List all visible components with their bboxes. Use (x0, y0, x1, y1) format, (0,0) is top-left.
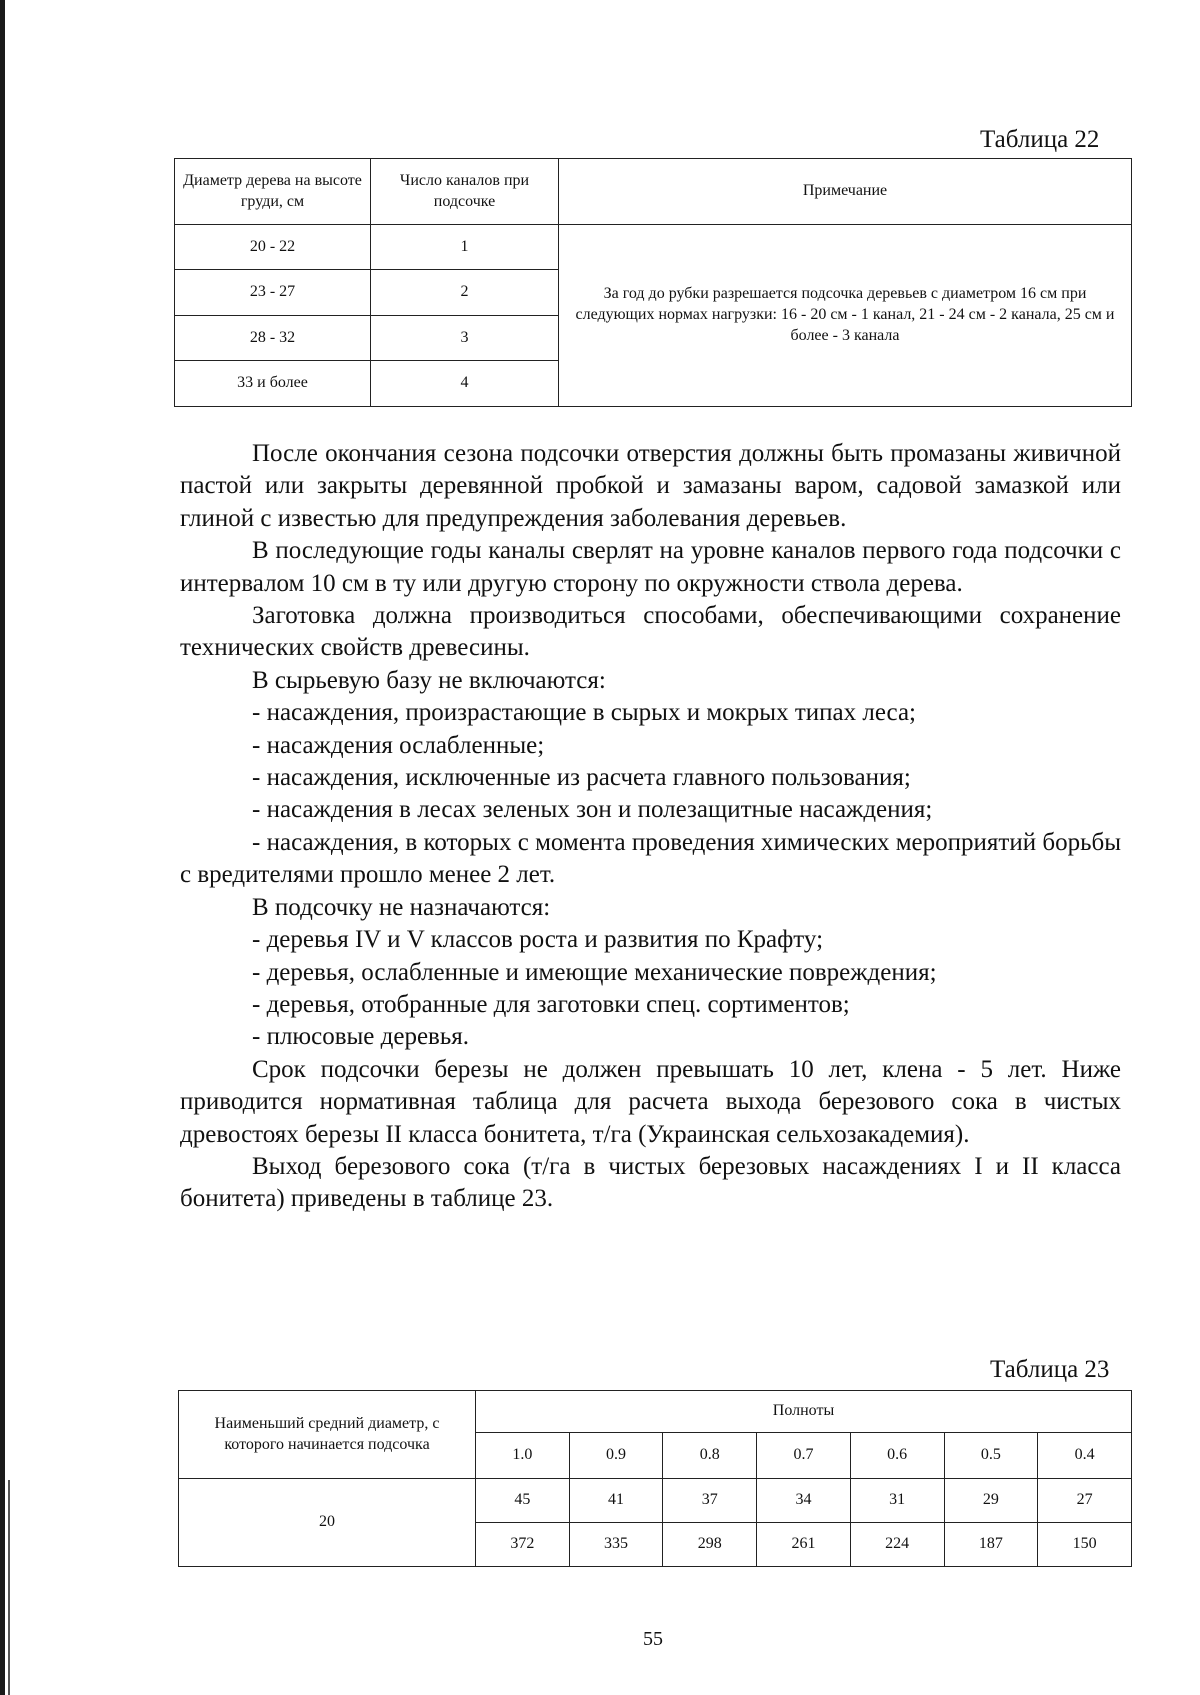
table23-value: 224 (850, 1523, 944, 1567)
list-item: - насаждения в лесах зеленых зон и полезащитные насаждения; (252, 796, 933, 824)
paragraph: Заготовка должна производиться способами, обеспечивающими сохранение технических свойств древесины. (180, 602, 1121, 662)
list-item: - деревья IV и V классов роста и развития по Крафту; (252, 926, 824, 954)
body-text (180, 438, 1121, 1216)
list-item: - насаждения, произрастающие в сырых и мокрых типах леса; (252, 699, 917, 727)
paragraph: Выход березового сока (т/га в чистых березовых насаждениях I и II класса бонитета) приведены в таблице 23. (180, 1152, 1121, 1213)
table22-cell-note: За год до рубки разрешается подсочка деревьев с диаметром 16 см при следующих нормах нагрузки: 16 - 20 см - 1 канал, 21 - 24 см - 2 канала, 25 см и более - 3 канала (559, 225, 1132, 407)
table22-cell-diameter: 23 - 27 (175, 270, 371, 316)
table22-cell-channels: 2 (371, 270, 559, 316)
paragraph: В последующие годы каналы сверлят на уровне каналов первого года подсочки с интервалом 10 см в ту или другую сторону по окружности ствола дерева. (180, 537, 1121, 597)
table23 (178, 1390, 1132, 1567)
table23-value: 335 (569, 1523, 663, 1567)
table23-density: 0.9 (569, 1433, 663, 1479)
table23-density: 0.7 (757, 1433, 851, 1479)
table23-value: 298 (663, 1523, 757, 1567)
table23-density: 0.6 (850, 1433, 944, 1479)
table23-density: 0.4 (1038, 1433, 1132, 1479)
scan-border-mark (8, 1480, 10, 1695)
table22-cell-channels: 1 (371, 225, 559, 270)
table23-value: 45 (476, 1479, 570, 1523)
list-item: - деревья, ослабленные и имеющие механические повреждения; (252, 958, 937, 986)
table22-header-diameter: Диаметр дерева на высоте груди, см (175, 159, 371, 225)
table23-value: 31 (850, 1479, 944, 1523)
list-item: - деревья, отобранные для заготовки спец. сортиментов; (252, 990, 850, 1018)
paragraph: После окончания сезона подсочки отверстия должны быть промазаны живичной пастой или закрыты деревянной пробкой и замазаны варом, садовой замазкой или глиной с известью для предупреждения заболевания деревьев. (180, 440, 1121, 532)
table23-value: 34 (757, 1479, 851, 1523)
table23-density: 0.8 (663, 1433, 757, 1479)
table23-header-density: Полноты (476, 1391, 1132, 1433)
table22-cell-diameter: 20 - 22 (175, 225, 371, 270)
table23-value: 29 (944, 1479, 1038, 1523)
table23-value: 37 (663, 1479, 757, 1523)
paragraph: В подсочку не назначаются: (252, 893, 551, 921)
list-item: - насаждения, в которых с момента проведения химических мероприятий борьбы с вредителями прошло менее 2 лет. (180, 828, 1121, 889)
table22-header-note: Примечание (559, 159, 1132, 225)
table22-cell-diameter: 33 и более (175, 361, 371, 407)
page-number: 55 (643, 1628, 663, 1650)
table22-caption: Таблица 22 (980, 126, 1100, 153)
scan-border (0, 0, 5, 1695)
table23-caption: Таблица 23 (990, 1356, 1110, 1383)
list-item: - плюсовые деревья. (252, 1023, 470, 1051)
table22-cell-channels: 3 (371, 316, 559, 361)
paragraph: В сырьевую базу не включаются: (252, 666, 606, 694)
table23-value: 41 (569, 1479, 663, 1523)
table23-value: 372 (476, 1523, 570, 1567)
table23-density: 1.0 (476, 1433, 570, 1479)
list-item: - насаждения ослабленные; (252, 731, 545, 759)
table23-value: 187 (944, 1523, 1038, 1567)
table23-value: 150 (1038, 1523, 1132, 1567)
table23-value: 27 (1038, 1479, 1132, 1523)
list-item: - насаждения, исключенные из расчета главного пользования; (252, 764, 911, 792)
table23-header-diameter: Наименьший средний диаметр, с которого начинается подсочка (179, 1391, 476, 1479)
table22 (174, 158, 1132, 407)
table22-header-channels: Число каналов при подсочке (371, 159, 559, 225)
paragraph: Срок подсочки березы не должен превышать 10 лет, клена - 5 лет. Ниже приводится нормативная таблица для расчета выхода березового сока в чистых древостоях березы II класса бонитета, т/га (Украинская сельхозакадемия). (180, 1055, 1121, 1148)
table22-cell-diameter: 28 - 32 (175, 316, 371, 361)
table23-density: 0.5 (944, 1433, 1038, 1479)
table22-cell-channels: 4 (371, 361, 559, 407)
table23-value: 261 (757, 1523, 851, 1567)
table23-row-label: 20 (179, 1479, 476, 1567)
